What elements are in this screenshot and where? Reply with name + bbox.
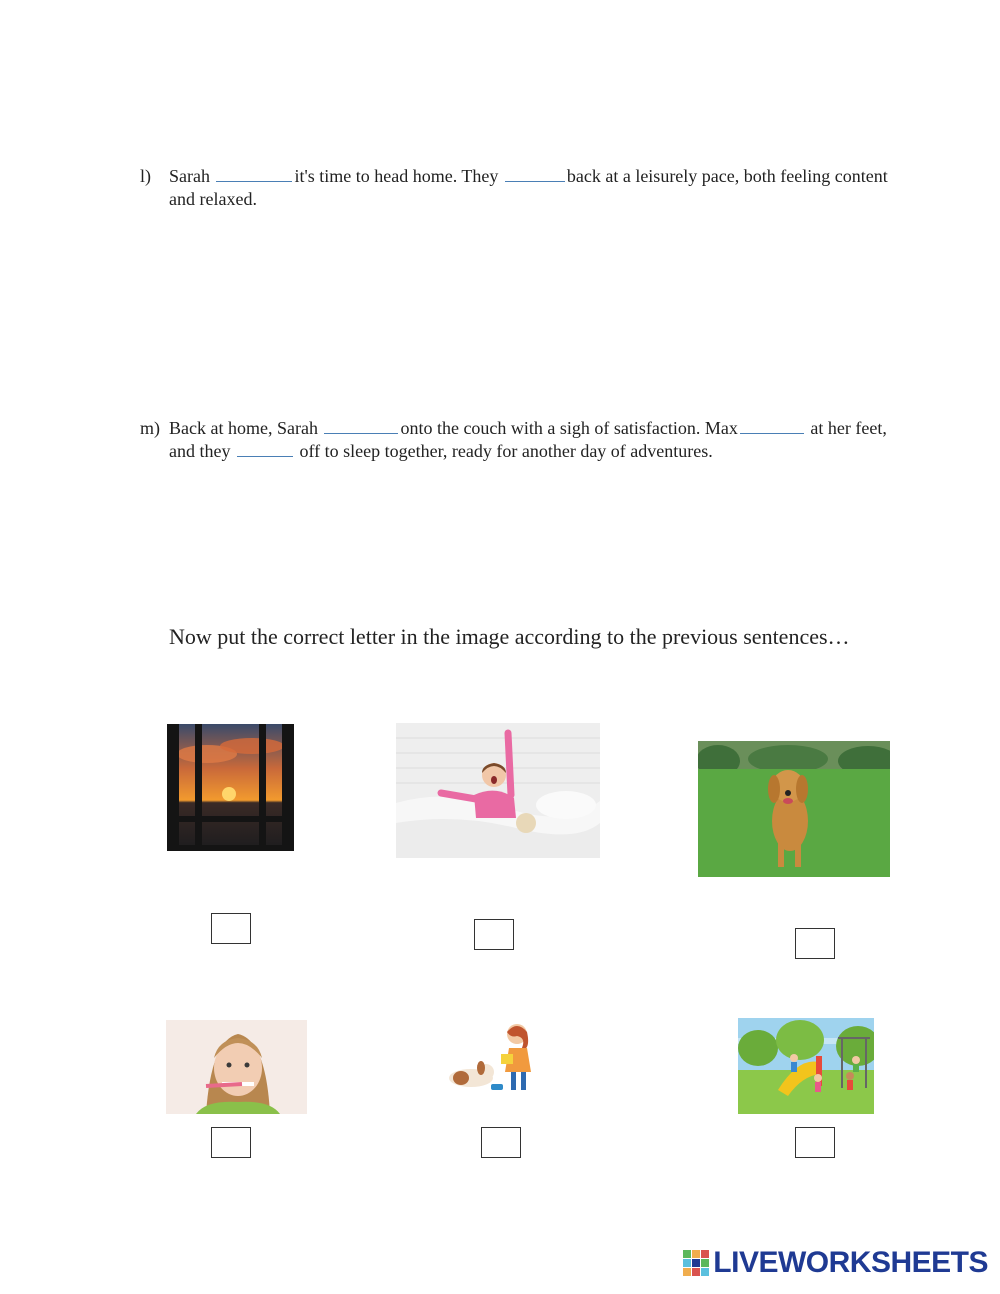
logo-mark-icon [683, 1250, 709, 1276]
exercise-item-m [140, 417, 890, 463]
item-number: l) [140, 166, 151, 186]
item-sentence [169, 165, 890, 211]
answer-box[interactable] [211, 913, 251, 944]
answer-blank[interactable] [216, 169, 292, 182]
answer-box[interactable] [795, 928, 835, 959]
girl-feeding-dog-image [441, 1020, 545, 1096]
answer-box[interactable] [795, 1127, 835, 1158]
sentence-part: Sarah [169, 166, 210, 186]
children-playground-image [738, 1018, 874, 1114]
sentence-part: it's time to head home. They [294, 166, 499, 186]
answer-box[interactable] [481, 1127, 521, 1158]
brand-name: LIVEWORKSHEETS [713, 1246, 988, 1279]
sentence-part: off to sleep together, ready for another day of adventures. [299, 441, 713, 461]
girl-brushing-teeth-image [166, 1020, 307, 1114]
answer-blank[interactable] [237, 444, 293, 457]
item-sentence [169, 417, 890, 463]
answer-box[interactable] [474, 919, 514, 950]
instruction-text: Now put the correct letter in the image according to the previous sentences… [169, 624, 850, 649]
girl-waking-up-image [396, 723, 600, 858]
sentence-part: onto the couch with a sigh of satisfaction. Max [400, 418, 738, 438]
answer-box[interactable] [211, 1127, 251, 1158]
exercise-item-l [140, 165, 890, 211]
sentence-part: at her feet, and they [169, 418, 887, 461]
answer-blank[interactable] [324, 421, 398, 434]
sunset-window-image [167, 724, 294, 851]
dog-running-on-grass-image [698, 741, 890, 877]
answer-blank[interactable] [505, 169, 565, 182]
liveworksheets-logo [683, 1246, 988, 1280]
answer-blank[interactable] [740, 421, 804, 434]
item-number: m) [140, 418, 160, 438]
sentence-part: Back at home, Sarah [169, 418, 318, 438]
sentence-part: back at a leisurely pace, both feeling content and relaxed. [169, 166, 888, 209]
